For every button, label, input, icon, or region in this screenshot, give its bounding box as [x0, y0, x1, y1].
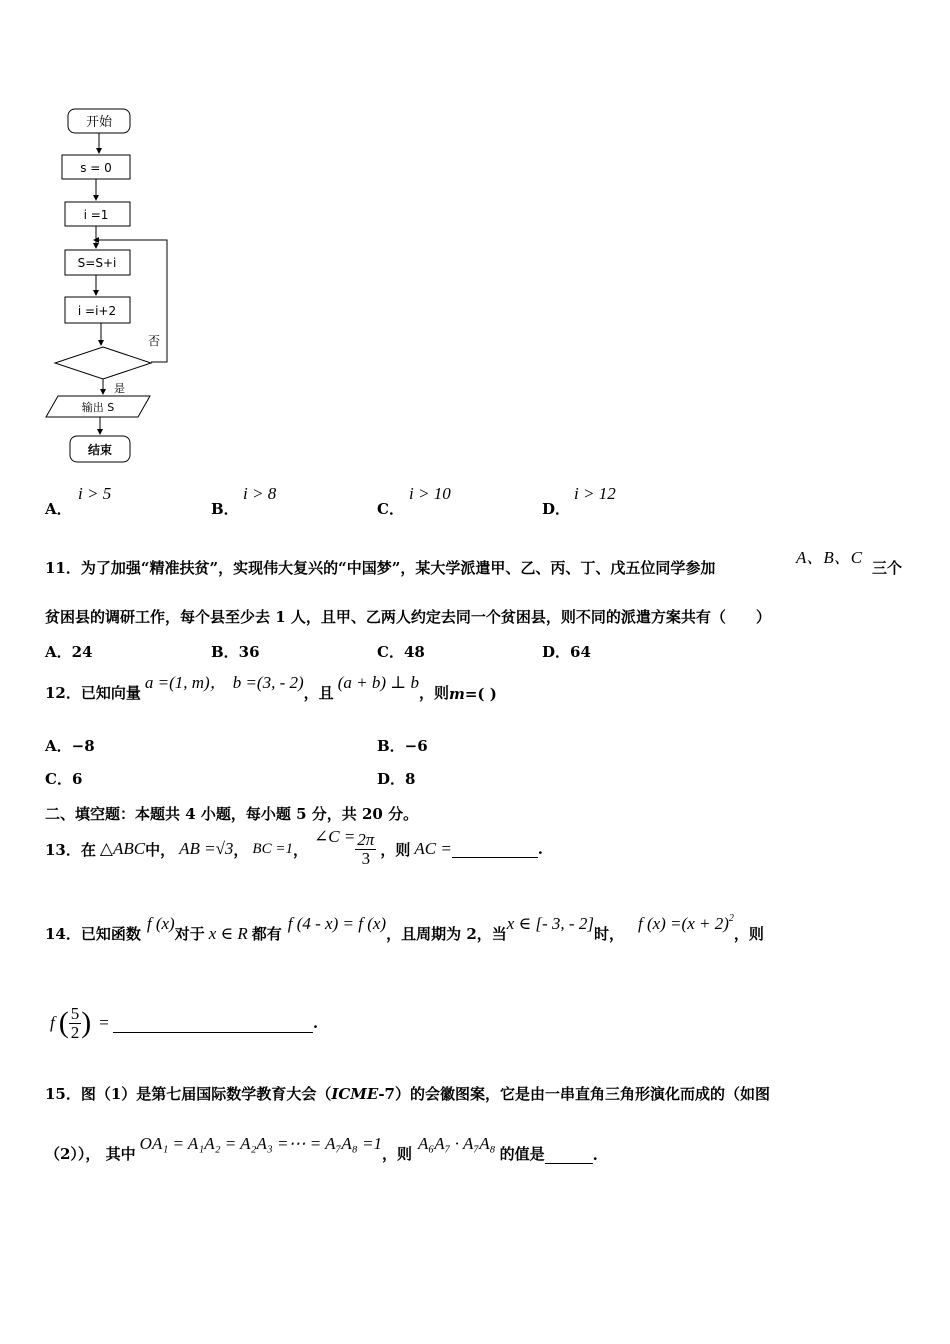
q15-dot: . — [592, 1146, 598, 1164]
q12-stem — [45, 673, 497, 703]
q13-frac-num: 2π — [357, 829, 375, 849]
q12-option-d: D．8 — [377, 770, 416, 788]
q13-comma2: ， — [292, 840, 308, 859]
flow-i-init-label: i =1 — [83, 208, 109, 222]
q11-option-a: A．24 — [45, 643, 93, 661]
q10-option-b-letter: B． — [211, 500, 239, 518]
q11-math-abc: A、B、C — [796, 548, 863, 567]
q15-chain: OA₁ = A₁A₂ = A₂A₃ =⋯ = A₇A₈ =1 — [139, 1134, 382, 1153]
q14-then: ，则 — [733, 925, 764, 943]
q10-option-a-math: i > 5 — [78, 484, 112, 503]
q10-option-c-math: i > 10 — [409, 484, 451, 503]
q13-comma1: ， — [233, 840, 249, 859]
q13-prefix: 13．在 — [45, 840, 96, 859]
q11-option-c: C．48 — [377, 643, 425, 661]
q10-option-c-letter: C． — [377, 500, 404, 518]
q15-line2 — [45, 1132, 598, 1164]
q13-stem — [45, 826, 543, 872]
q15-product: A₆A₇ · A₇A₈ — [417, 1134, 496, 1153]
q14-xr: x ∈ R — [208, 924, 248, 943]
q13-end: . — [537, 840, 544, 858]
q14-stem — [45, 910, 764, 944]
q14-fx: f (x) — [146, 914, 175, 933]
q14-def: f (x) =(x + 2) — [637, 914, 729, 933]
flow-condition-diamond — [55, 347, 151, 379]
q14-for: 对于 — [174, 925, 205, 943]
q13-frac-den: 3 — [361, 848, 371, 868]
q12-vec-b: b =(3, - 2) — [232, 673, 304, 692]
q13-angle: ∠C = — [313, 827, 356, 846]
q14-end: . — [312, 1014, 319, 1032]
q14-answer-blank[interactable] — [113, 1014, 313, 1033]
q13-bc: BC =1 — [252, 840, 293, 857]
q13-then: ，则 — [380, 840, 411, 859]
flow-no-label: 否 — [148, 334, 161, 348]
flow-end-label: 结束 — [87, 443, 113, 457]
q14-all: 都有 — [251, 925, 282, 943]
flow-s-init-label: s = 0 — [80, 161, 112, 175]
q12-option-c: C．6 — [45, 770, 83, 788]
flowchart — [40, 100, 200, 470]
q10-option-d-math: i > 12 — [574, 484, 616, 503]
q13-answer-blank[interactable] — [452, 841, 538, 858]
flow-s-update-label: S=S+i — [77, 256, 117, 270]
flow-i-update-label: i =i+2 — [77, 304, 117, 318]
q10-option-d-letter: D． — [542, 500, 571, 518]
q15-line1-a: 15．图（1）是第七届国际数学教育大会（ — [45, 1085, 332, 1103]
q12-cond: (a + b) ⊥ b — [337, 673, 419, 692]
flow-yes-label: 是 — [114, 382, 125, 395]
q14-fraction — [69, 1005, 82, 1042]
q14-answer-line: f ( $\frac{5}{2}$ ) = . — [50, 1003, 319, 1042]
q14-when: 时， — [593, 925, 624, 943]
flow-start-label: 开始 — [85, 115, 113, 130]
q15-end: 的值是 — [499, 1145, 545, 1163]
q11-line2: 贫困县的调研工作，每个县至少去 1 人，且甲、乙两人约定去同一个贫困县，则不同的派遣方案共有（ ） — [45, 608, 771, 626]
q12-end: =( ) — [464, 685, 497, 703]
q10-option-b-math: i > 8 — [243, 484, 277, 503]
q15-icme: ICME — [331, 1085, 379, 1103]
q15-line1-b: -7）的会徽图案，它是由一串直角三角形演化而成的（如图 — [378, 1085, 770, 1103]
q12-option-b: B．−6 — [377, 737, 428, 755]
q15-answer-blank[interactable] — [545, 1147, 593, 1164]
q14-sq: 2 — [728, 913, 734, 924]
q12-option-a: A．−8 — [45, 737, 95, 755]
q12-vec-a: a =(1, m)， — [144, 673, 227, 692]
q14-frac-den: 2 — [70, 1022, 80, 1042]
q15-then: ，则 — [381, 1145, 412, 1163]
q15-line1 — [45, 1083, 770, 1104]
section-2-heading: 二、填空题：本题共 4 小题，每小题 5 分，共 20 分。 — [45, 805, 419, 823]
q14-frac-num: 5 — [70, 1003, 80, 1023]
q12-suffix: ，则 — [418, 684, 449, 702]
q13-ac: AC = — [414, 839, 452, 858]
q14-eq2: = — [99, 1013, 109, 1032]
q13-fraction — [355, 831, 376, 868]
q15-line2-a: （2））， 其中 — [45, 1145, 136, 1163]
q14-eq: f (4 - x) = f (x) — [287, 914, 387, 933]
q11-line1: 11．为了加强“精准扶贫”，实现伟大复兴的“中国梦”，某大学派遣甲、乙、丙、丁、戊五位同学参加 — [45, 559, 716, 577]
q14-interval: x ∈ [- 3, - 2] — [506, 914, 594, 933]
flow-output-label: 输出 S — [81, 401, 115, 414]
q13-zhong: 中， — [145, 840, 176, 859]
q12-mid: ，且 — [303, 684, 334, 702]
q12-m-label: m — [448, 685, 465, 703]
q13-ab: AB =√3 — [179, 839, 234, 858]
q11-option-d: D．64 — [542, 643, 591, 661]
q11-line1-end: 三个 — [872, 559, 903, 577]
q14-period: ，且周期为 2，当 — [386, 925, 507, 943]
q14-f2: f — [50, 1013, 55, 1032]
q13-triangle: △ABC — [99, 839, 146, 858]
q11-option-b: B．36 — [211, 643, 260, 661]
q10-option-a-letter: A． — [45, 500, 72, 518]
q12-prefix: 12．已知向量 — [45, 684, 141, 702]
q14-prefix: 14．已知函数 — [45, 925, 141, 943]
